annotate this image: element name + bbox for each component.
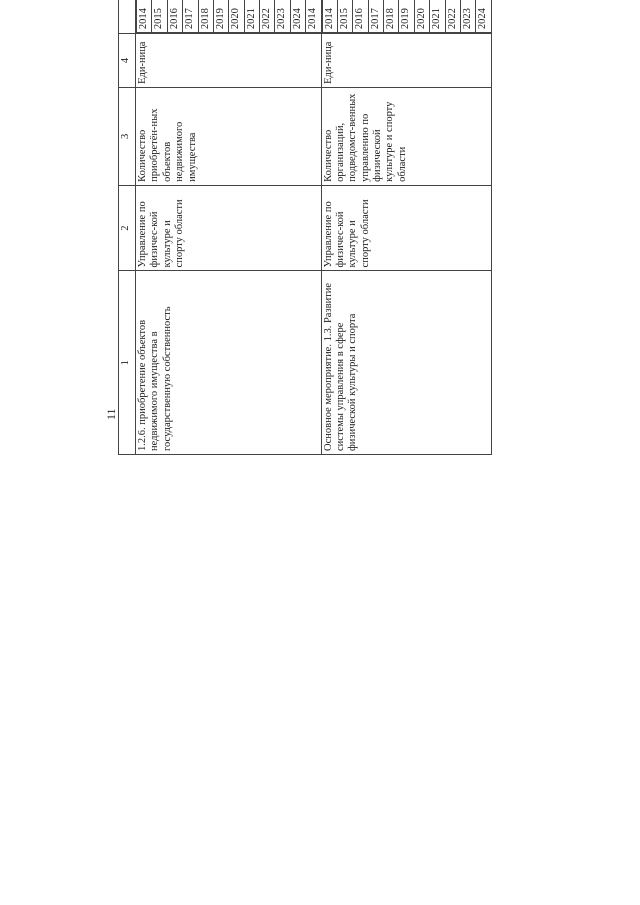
years-cell: 2019	[399, 0, 414, 33]
unit: Еди-ница	[136, 34, 322, 88]
years-cell: 2020	[414, 0, 429, 33]
years-cell: 2017	[183, 0, 198, 33]
years-cell: 2017	[368, 0, 383, 33]
years-cell: 2018	[198, 0, 213, 33]
measure-name: 1.2.6. приобретение объектов недвижимого имущества в государственную собственность	[136, 271, 322, 455]
years-column	[321, 0, 491, 34]
years-cell: 2023	[275, 0, 290, 33]
years-cell: 2022	[445, 0, 460, 33]
years-cell: 2016	[167, 0, 182, 33]
years-cell: 2014	[137, 0, 152, 33]
measure-name: Основное мероприятие. 1.3. Развитие системы управления в сфере физической культуры и спорта	[321, 271, 491, 455]
header-row	[119, 0, 136, 455]
table-row	[321, 0, 491, 455]
years-cell: 2021	[430, 0, 445, 33]
header-col-1: 1	[119, 271, 136, 455]
years-cell: 2019	[213, 0, 228, 33]
header-col-year	[119, 0, 136, 34]
years-column	[136, 0, 322, 34]
years-cell: 2022	[260, 0, 275, 33]
page-number	[104, 408, 119, 420]
indicator-name: Количество организаций, подведомст-венных управлению по физической культуре и спорту области	[321, 87, 491, 185]
years-cell: 2023	[460, 0, 475, 33]
years-cell: 2018	[384, 0, 399, 33]
header-col-4: 4	[119, 34, 136, 88]
years-cell: 2014	[322, 0, 337, 33]
years-cell: 2020	[229, 0, 244, 33]
years-cell: 2021	[244, 0, 259, 33]
years-cell: 2015	[337, 0, 352, 33]
executor: Управление по физичес-кой культуре и спорту области	[321, 185, 491, 271]
years-cell: 2016	[353, 0, 368, 33]
program-table	[118, 0, 492, 455]
years-cell: 2014	[306, 0, 321, 33]
rotated-page	[100, 0, 540, 465]
table-row	[136, 0, 322, 455]
years-cell: 2024	[290, 0, 305, 33]
executor: Управление по физичес-кой культуре и спорту области	[136, 185, 322, 271]
years-cell: 2015	[152, 0, 167, 33]
header-col-3: 3	[119, 87, 136, 185]
indicator-name: Количество приобретён-ных объектов недвижимого имущества	[136, 87, 322, 185]
header-col-2: 2	[119, 185, 136, 271]
unit: Еди-ница	[321, 34, 491, 88]
page-number-text: 11	[104, 408, 118, 420]
years-cell: 2024	[476, 0, 491, 33]
